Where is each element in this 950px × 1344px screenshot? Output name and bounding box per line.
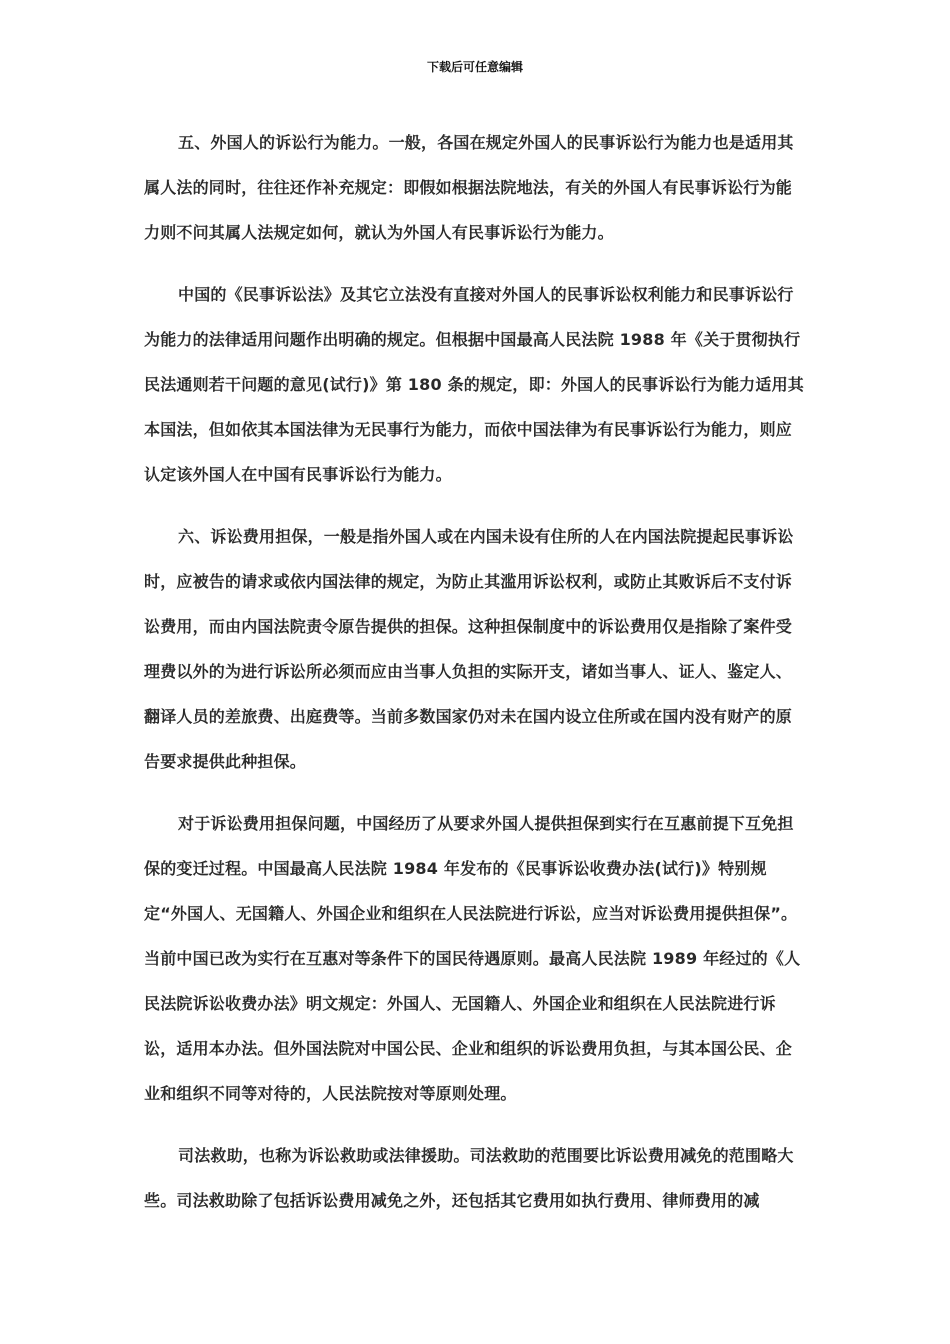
paragraph-litigation-cost-security: 六、诉讼费用担保，一般是指外国人或在内国未设有住所的人在内国法院提起民事诉讼时，应被告的请求或依内国法律的规定，为防止其滥用诉讼权利，或防止其败诉后不支付诉讼费用，而由内国法院责令原告提供的担保。这种担保制度中的诉讼费用仅是指除了案件受理费以外的为进行诉讼所必须而应由当事人负担的实际开支，诸如当事人、证人、鉴定人、翻译人员的差旅费、出庭费等。当前多数国家仍对未在国内设立住所或在国内没有财产的原告要求提供此种担保。 bbox=[144, 527, 794, 771]
paragraph-china-law-application: 中国的《民事诉讼法》及其它立法没有直接对外国人的民事诉讼权利能力和民事诉讼行为能力的法律适用问题作出明确的规定。但根据中国最高人民法院 1988 年《关于贯彻执行民法通则若干问题的意见(试行)》第 180 条的规定，即：外国人的民事诉讼行为能力适用其本国法，但如依其本国法律为无民事行为能力，而依中国法律为有民事诉讼行为能力，则应认定该外国人在中国有民事诉讼行为能力。 bbox=[144, 285, 804, 484]
document-body bbox=[144, 120, 806, 1240]
paragraph-security-evolution: 对于诉讼费用担保问题，中国经历了从要求外国人提供担保到实行在互惠前提下互免担保的变迁过程。中国最高人民法院 1984 年发布的《民事诉讼收费办法(试行)》特别规定“外国人、无国籍人、外国企业和组织在人民法院进行诉讼，应当对诉讼费用提供担保”。当前中国已改为实行在互惠对等条件下的国民待遇原则。最高人民法院 1989 年经过的《人民法院诉讼收费办法》明文规定：外国人、无国籍人、外国企业和组织在人民法院进行诉讼，适用本办法。但外国法院对中国公民、企业和组织的诉讼费用负担，与其本国公民、企业和组织不同等对待的，人民法院按对等原则处理。 bbox=[144, 814, 801, 1103]
paragraph-judicial-aid: 司法救助，也称为诉讼救助或法律援助。司法救助的范围要比诉讼费用减免的范围略大些。司法救助除了包括诉讼费用减免之外，还包括其它费用如执行费用、律师费用的减 bbox=[144, 1146, 794, 1210]
paragraph-foreigner-litigation-capacity: 五、外国人的诉讼行为能力。一般，各国在规定外国人的民事诉讼行为能力也是适用其属人法的同时，往往还作补充规定：即假如根据法院地法，有关的外国人有民事诉讼行为能力则不问其属人法规定如何，就认为外国人有民事诉讼行为能力。 bbox=[144, 133, 794, 242]
page-header: 下载后可任意编辑 bbox=[426, 60, 523, 74]
